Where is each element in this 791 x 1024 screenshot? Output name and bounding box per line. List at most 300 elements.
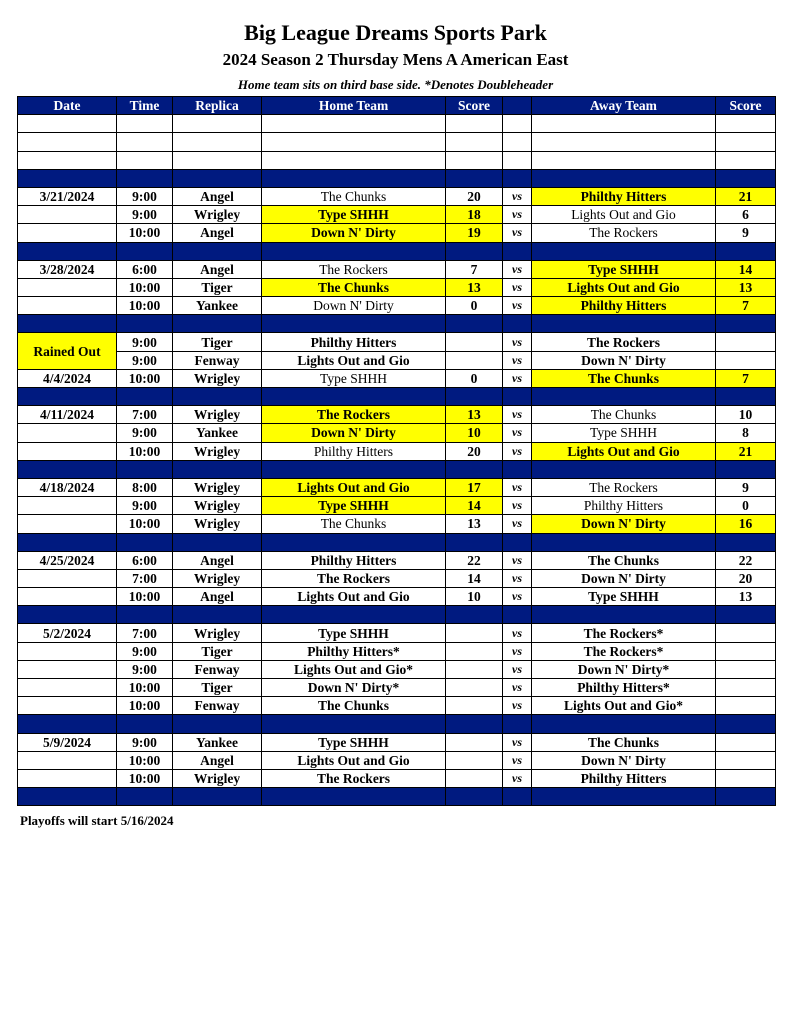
separator-cell <box>18 242 117 260</box>
vs-cell: vs <box>503 442 532 460</box>
home-team-cell: The Chunks <box>262 187 446 205</box>
blank-cell <box>503 115 532 133</box>
separator-cell <box>117 242 173 260</box>
separator-cell <box>503 606 532 624</box>
col-header-vs <box>503 97 532 115</box>
date-cell <box>18 424 117 442</box>
separator-cell <box>446 460 503 478</box>
time-cell: 9:00 <box>117 733 173 751</box>
vs-cell: vs <box>503 660 532 678</box>
separator-cell <box>18 715 117 733</box>
away-team-cell: Philthy Hitters <box>532 497 716 515</box>
game-row <box>18 751 776 769</box>
separator-cell <box>503 169 532 187</box>
home-team-cell: Philthy Hitters <box>262 551 446 569</box>
replica-cell: Tiger <box>173 642 262 660</box>
away-team-cell: The Rockers* <box>532 642 716 660</box>
blank-cell <box>262 151 446 169</box>
date-cell: 5/2/2024 <box>18 624 117 642</box>
away-score-cell: 22 <box>716 551 776 569</box>
date-cell: 4/11/2024 <box>18 406 117 424</box>
separator-cell <box>716 606 776 624</box>
separator-cell <box>117 533 173 551</box>
separator-cell <box>117 460 173 478</box>
time-cell: 10:00 <box>117 278 173 296</box>
blank-cell <box>446 151 503 169</box>
header-row <box>18 97 776 115</box>
date-cell: 4/4/2024 <box>18 369 117 387</box>
time-cell: 8:00 <box>117 478 173 496</box>
separator-cell <box>173 606 262 624</box>
home-team-cell: The Rockers <box>262 260 446 278</box>
playoffs-note: Playoffs will start 5/16/2024 <box>20 813 174 828</box>
away-score-cell: 13 <box>716 278 776 296</box>
home-team-cell: Lights Out and Gio <box>262 751 446 769</box>
home-team-cell: Lights Out and Gio <box>262 351 446 369</box>
date-cell <box>18 297 117 315</box>
home-score-cell: 17 <box>446 478 503 496</box>
separator-cell <box>262 169 446 187</box>
vs-cell: vs <box>503 624 532 642</box>
date-cell <box>18 660 117 678</box>
vs-cell: vs <box>503 551 532 569</box>
separator-cell <box>532 460 716 478</box>
blank-cell <box>716 151 776 169</box>
away-team-cell: Lights Out and Gio <box>532 278 716 296</box>
col-header-home-team: Home Team <box>262 97 446 115</box>
away-team-cell: Philthy Hitters* <box>532 679 716 697</box>
replica-cell: Angel <box>173 551 262 569</box>
game-row <box>18 497 776 515</box>
separator-cell <box>173 169 262 187</box>
schedule-body <box>18 115 776 806</box>
game-row <box>18 660 776 678</box>
away-score-cell: 21 <box>716 442 776 460</box>
away-score-cell: 0 <box>716 497 776 515</box>
replica-cell: Angel <box>173 260 262 278</box>
blank-cell <box>173 115 262 133</box>
time-cell: 10:00 <box>117 297 173 315</box>
vs-cell: vs <box>503 588 532 606</box>
separator-cell <box>18 315 117 333</box>
home-score-cell <box>446 642 503 660</box>
time-cell: 10:00 <box>117 679 173 697</box>
separator-cell <box>173 715 262 733</box>
home-score-cell: 10 <box>446 424 503 442</box>
separator-cell <box>18 788 117 806</box>
away-team-cell: The Rockers <box>532 224 716 242</box>
col-header-away-score: Score <box>716 97 776 115</box>
blank-cell <box>716 115 776 133</box>
separator-cell <box>117 715 173 733</box>
game-row <box>18 187 776 205</box>
replica-cell: Angel <box>173 588 262 606</box>
home-score-cell: 20 <box>446 442 503 460</box>
game-row <box>18 569 776 587</box>
separator-cell <box>532 315 716 333</box>
home-score-cell: 7 <box>446 260 503 278</box>
home-score-cell <box>446 751 503 769</box>
away-score-cell: 8 <box>716 424 776 442</box>
col-header-time: Time <box>117 97 173 115</box>
separator-cell <box>532 242 716 260</box>
away-team-cell: The Chunks <box>532 551 716 569</box>
week-separator-row <box>18 242 776 260</box>
vs-cell: vs <box>503 260 532 278</box>
away-score-cell <box>716 642 776 660</box>
week-separator-row <box>18 606 776 624</box>
blank-cell <box>173 133 262 151</box>
schedule-table <box>17 96 776 806</box>
separator-cell <box>716 388 776 406</box>
separator-cell <box>446 788 503 806</box>
away-score-cell: 7 <box>716 297 776 315</box>
time-cell: 10:00 <box>117 588 173 606</box>
replica-cell: Wrigley <box>173 206 262 224</box>
game-row <box>18 551 776 569</box>
home-score-cell <box>446 733 503 751</box>
home-score-cell: 13 <box>446 278 503 296</box>
date-cell <box>18 697 117 715</box>
date-cell: Rained Out <box>18 333 117 369</box>
replica-cell: Tiger <box>173 278 262 296</box>
game-row <box>18 442 776 460</box>
date-cell <box>18 751 117 769</box>
game-row <box>18 642 776 660</box>
separator-cell <box>262 715 446 733</box>
separator-cell <box>503 533 532 551</box>
separator-cell <box>503 715 532 733</box>
date-cell <box>18 588 117 606</box>
away-score-cell: 13 <box>716 588 776 606</box>
replica-cell: Wrigley <box>173 624 262 642</box>
time-cell: 10:00 <box>117 751 173 769</box>
game-row <box>18 679 776 697</box>
date-cell <box>18 569 117 587</box>
away-team-cell: The Chunks <box>532 369 716 387</box>
vs-cell: vs <box>503 206 532 224</box>
separator-cell <box>446 715 503 733</box>
replica-cell: Yankee <box>173 424 262 442</box>
game-row <box>18 588 776 606</box>
away-score-cell <box>716 333 776 351</box>
col-header-home-score: Score <box>446 97 503 115</box>
replica-cell: Yankee <box>173 733 262 751</box>
time-cell: 7:00 <box>117 569 173 587</box>
home-team-cell: Down N' Dirty <box>262 424 446 442</box>
separator-cell <box>716 242 776 260</box>
col-header-date: Date <box>18 97 117 115</box>
time-cell: 9:00 <box>117 642 173 660</box>
time-cell: 6:00 <box>117 551 173 569</box>
blank-cell <box>532 151 716 169</box>
replica-cell: Angel <box>173 751 262 769</box>
away-team-cell: Philthy Hitters <box>532 187 716 205</box>
away-score-cell: 9 <box>716 224 776 242</box>
separator-cell <box>18 533 117 551</box>
replica-cell: Wrigley <box>173 442 262 460</box>
blank-row <box>18 151 776 169</box>
home-team-cell: The Chunks <box>262 278 446 296</box>
game-row <box>18 406 776 424</box>
blank-cell <box>532 115 716 133</box>
separator-cell <box>503 388 532 406</box>
separator-cell <box>117 315 173 333</box>
date-cell <box>18 642 117 660</box>
game-row <box>18 297 776 315</box>
home-score-cell <box>446 351 503 369</box>
date-cell: 4/18/2024 <box>18 478 117 496</box>
week-separator-row <box>18 715 776 733</box>
col-header-away-team: Away Team <box>532 97 716 115</box>
game-row <box>18 624 776 642</box>
blank-cell <box>446 115 503 133</box>
home-team-cell: Type SHHH <box>262 733 446 751</box>
vs-cell: vs <box>503 369 532 387</box>
home-score-cell <box>446 697 503 715</box>
home-score-cell: 20 <box>446 187 503 205</box>
away-score-cell <box>716 697 776 715</box>
home-score-cell <box>446 333 503 351</box>
vs-cell: vs <box>503 478 532 496</box>
replica-cell: Wrigley <box>173 406 262 424</box>
away-team-cell: The Rockers <box>532 333 716 351</box>
separator-cell <box>446 606 503 624</box>
page-subtitle: 2024 Season 2 Thursday Mens A American East <box>222 50 569 69</box>
away-team-cell: The Chunks <box>532 733 716 751</box>
home-team-cell: Type SHHH <box>262 624 446 642</box>
separator-cell <box>173 388 262 406</box>
replica-cell: Fenway <box>173 697 262 715</box>
time-cell: 10:00 <box>117 697 173 715</box>
blank-cell <box>262 133 446 151</box>
week-separator-row <box>18 169 776 187</box>
date-cell <box>18 679 117 697</box>
away-score-cell: 21 <box>716 187 776 205</box>
game-row <box>18 769 776 787</box>
blank-cell <box>716 133 776 151</box>
time-cell: 9:00 <box>117 187 173 205</box>
separator-cell <box>532 606 716 624</box>
time-cell: 7:00 <box>117 624 173 642</box>
time-cell: 9:00 <box>117 333 173 351</box>
date-cell <box>18 497 117 515</box>
time-cell: 9:00 <box>117 424 173 442</box>
week-separator-row <box>18 460 776 478</box>
week-separator-row <box>18 315 776 333</box>
replica-cell: Wrigley <box>173 569 262 587</box>
away-score-cell: 20 <box>716 569 776 587</box>
away-team-cell: Philthy Hitters <box>532 297 716 315</box>
date-cell <box>18 769 117 787</box>
away-score-cell: 10 <box>716 406 776 424</box>
home-score-cell: 13 <box>446 406 503 424</box>
time-cell: 7:00 <box>117 406 173 424</box>
home-team-cell: The Rockers <box>262 769 446 787</box>
replica-cell: Angel <box>173 187 262 205</box>
separator-cell <box>262 242 446 260</box>
separator-cell <box>173 242 262 260</box>
away-team-cell: Down N' Dirty <box>532 751 716 769</box>
away-score-cell <box>716 624 776 642</box>
separator-cell <box>446 315 503 333</box>
vs-cell: vs <box>503 297 532 315</box>
date-cell <box>18 515 117 533</box>
date-cell <box>18 278 117 296</box>
game-row <box>18 224 776 242</box>
home-team-cell: Down N' Dirty <box>262 297 446 315</box>
date-cell: 4/25/2024 <box>18 551 117 569</box>
blank-row <box>18 115 776 133</box>
week-separator-row <box>18 533 776 551</box>
separator-cell <box>503 315 532 333</box>
blank-cell <box>173 151 262 169</box>
date-cell: 3/28/2024 <box>18 260 117 278</box>
separator-cell <box>173 460 262 478</box>
home-team-cell: The Chunks <box>262 515 446 533</box>
blank-cell <box>18 151 117 169</box>
separator-cell <box>117 388 173 406</box>
vs-cell: vs <box>503 333 532 351</box>
separator-cell <box>532 533 716 551</box>
separator-cell <box>716 169 776 187</box>
separator-cell <box>716 315 776 333</box>
away-team-cell: Down N' Dirty <box>532 569 716 587</box>
separator-cell <box>716 715 776 733</box>
separator-cell <box>18 460 117 478</box>
blank-cell <box>503 133 532 151</box>
home-score-cell <box>446 679 503 697</box>
time-cell: 10:00 <box>117 769 173 787</box>
separator-cell <box>173 315 262 333</box>
time-cell: 10:00 <box>117 515 173 533</box>
away-score-cell: 16 <box>716 515 776 533</box>
blank-cell <box>117 151 173 169</box>
home-team-cell: The Chunks <box>262 697 446 715</box>
home-team-cell: The Rockers <box>262 569 446 587</box>
home-team-cell: Lights Out and Gio* <box>262 660 446 678</box>
time-cell: 10:00 <box>117 442 173 460</box>
away-score-cell: 7 <box>716 369 776 387</box>
blank-row <box>18 133 776 151</box>
separator-cell <box>262 533 446 551</box>
replica-cell: Fenway <box>173 660 262 678</box>
vs-cell: vs <box>503 406 532 424</box>
separator-cell <box>503 788 532 806</box>
blank-cell <box>503 151 532 169</box>
replica-cell: Yankee <box>173 297 262 315</box>
away-team-cell: Down N' Dirty <box>532 515 716 533</box>
date-cell <box>18 224 117 242</box>
game-row <box>18 278 776 296</box>
away-score-cell: 9 <box>716 478 776 496</box>
away-score-cell <box>716 660 776 678</box>
home-team-cell: Philthy Hitters* <box>262 642 446 660</box>
replica-cell: Angel <box>173 224 262 242</box>
date-cell <box>18 206 117 224</box>
away-score-cell <box>716 769 776 787</box>
replica-cell: Wrigley <box>173 497 262 515</box>
replica-cell: Wrigley <box>173 515 262 533</box>
home-score-cell: 19 <box>446 224 503 242</box>
home-score-cell: 13 <box>446 515 503 533</box>
date-cell: 5/9/2024 <box>18 733 117 751</box>
away-team-cell: Lights Out and Gio <box>532 206 716 224</box>
away-score-cell <box>716 679 776 697</box>
separator-cell <box>117 606 173 624</box>
separator-cell <box>18 388 117 406</box>
separator-cell <box>262 388 446 406</box>
away-score-cell: 14 <box>716 260 776 278</box>
separator-cell <box>446 242 503 260</box>
time-cell: 9:00 <box>117 497 173 515</box>
separator-cell <box>262 788 446 806</box>
home-team-cell: Type SHHH <box>262 206 446 224</box>
vs-cell: vs <box>503 351 532 369</box>
home-score-cell: 0 <box>446 297 503 315</box>
separator-cell <box>532 169 716 187</box>
time-cell: 10:00 <box>117 224 173 242</box>
away-team-cell: Down N' Dirty <box>532 351 716 369</box>
vs-cell: vs <box>503 515 532 533</box>
replica-cell: Wrigley <box>173 478 262 496</box>
vs-cell: vs <box>503 224 532 242</box>
blank-cell <box>532 133 716 151</box>
time-cell: 9:00 <box>117 206 173 224</box>
col-header-replica: Replica <box>173 97 262 115</box>
vs-cell: vs <box>503 187 532 205</box>
game-row <box>18 515 776 533</box>
home-score-cell: 22 <box>446 551 503 569</box>
home-score-cell <box>446 769 503 787</box>
game-row <box>18 697 776 715</box>
vs-cell: vs <box>503 769 532 787</box>
separator-cell <box>446 533 503 551</box>
home-team-cell: Type SHHH <box>262 369 446 387</box>
home-score-cell: 0 <box>446 369 503 387</box>
vs-cell: vs <box>503 642 532 660</box>
home-score-cell: 14 <box>446 569 503 587</box>
home-team-cell: Down N' Dirty* <box>262 679 446 697</box>
separator-cell <box>117 788 173 806</box>
separator-cell <box>503 460 532 478</box>
separator-cell <box>18 169 117 187</box>
separator-cell <box>117 169 173 187</box>
game-row <box>18 478 776 496</box>
replica-cell: Tiger <box>173 333 262 351</box>
home-team-cell: Philthy Hitters <box>262 442 446 460</box>
replica-cell: Wrigley <box>173 369 262 387</box>
separator-cell <box>532 788 716 806</box>
away-team-cell: Type SHHH <box>532 260 716 278</box>
separator-cell <box>532 388 716 406</box>
vs-cell: vs <box>503 751 532 769</box>
separator-cell <box>18 606 117 624</box>
time-cell: 10:00 <box>117 369 173 387</box>
date-cell <box>18 442 117 460</box>
home-score-cell: 14 <box>446 497 503 515</box>
away-score-cell <box>716 751 776 769</box>
game-row <box>18 369 776 387</box>
time-cell: 9:00 <box>117 351 173 369</box>
away-score-cell <box>716 351 776 369</box>
vs-cell: vs <box>503 733 532 751</box>
replica-cell: Fenway <box>173 351 262 369</box>
game-row <box>18 733 776 751</box>
replica-cell: Tiger <box>173 679 262 697</box>
away-team-cell: Type SHHH <box>532 588 716 606</box>
away-team-cell: The Rockers* <box>532 624 716 642</box>
